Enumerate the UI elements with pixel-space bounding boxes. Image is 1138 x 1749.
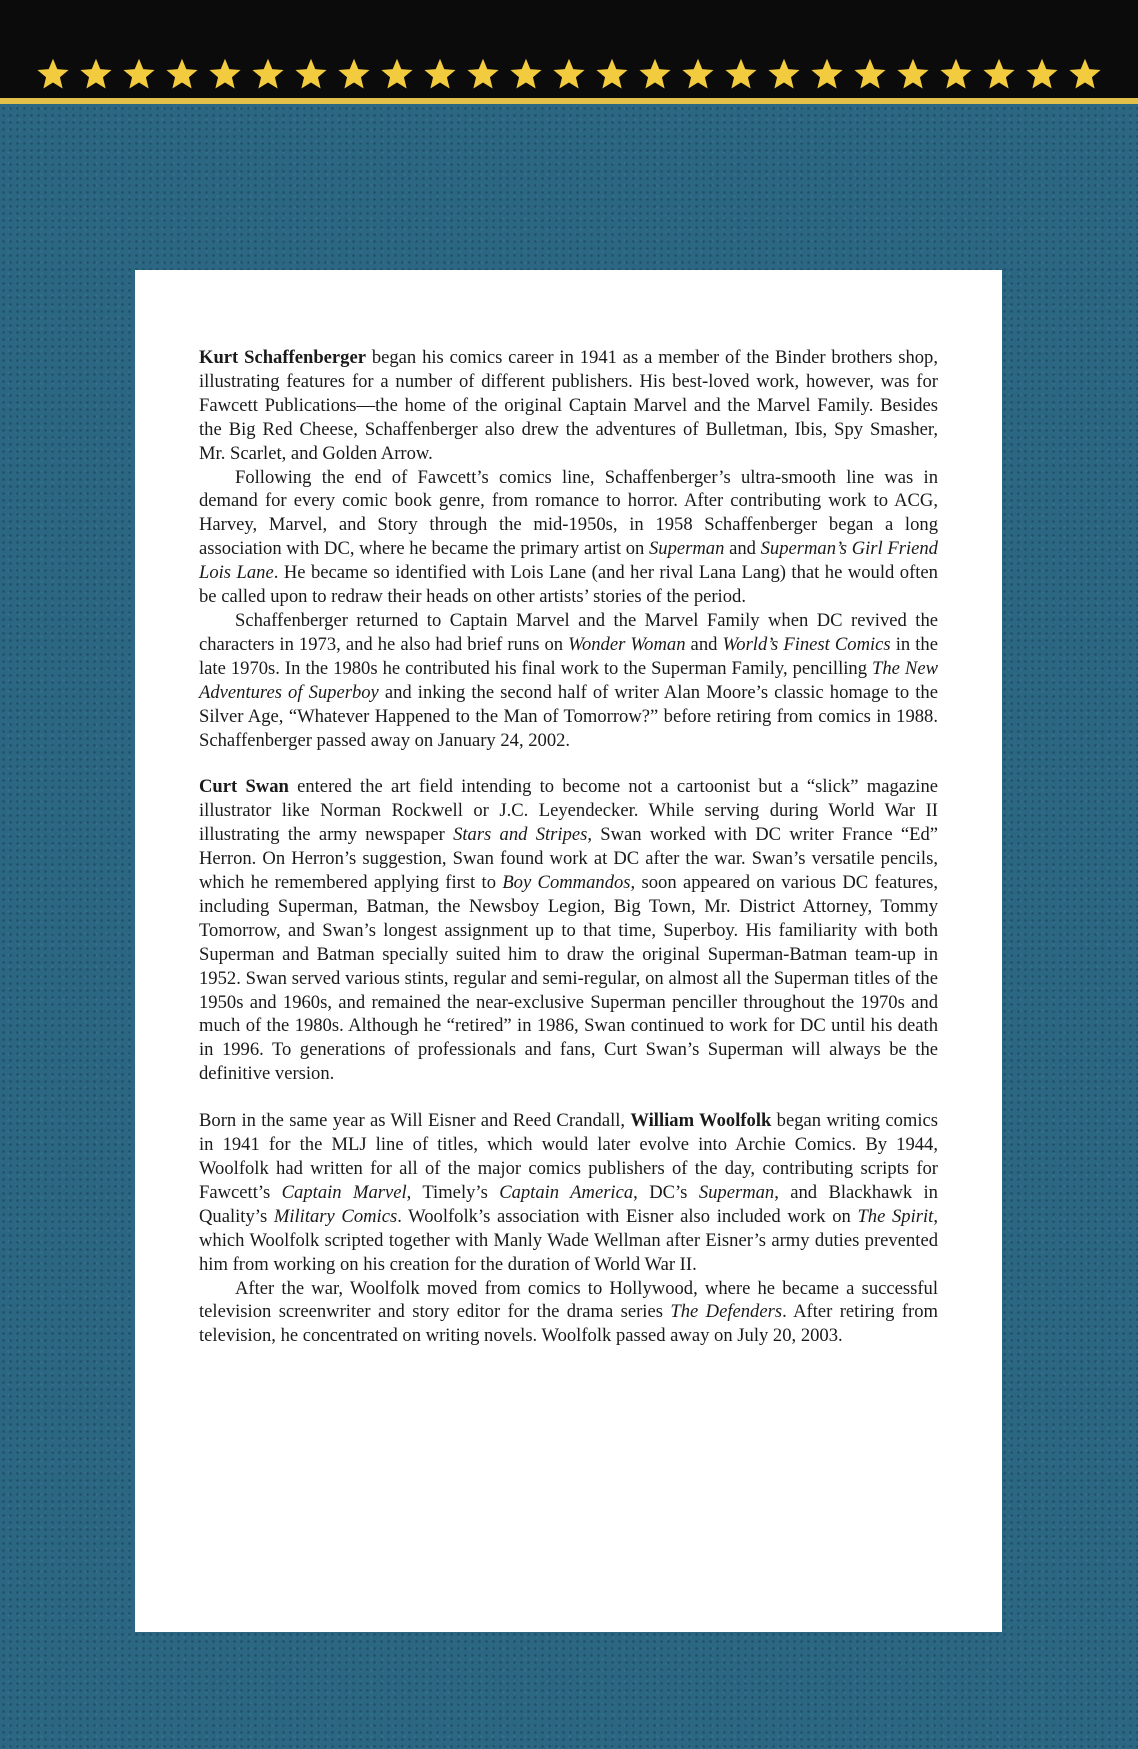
star-row (36, 54, 1102, 94)
bio-text: began writing comics in 1941 for the MLJ line of titles, which would later evolve into Archie Comics. By 1944, Woolfolk had written for all of the major comics publishers of the day, contributing scripts for Fawcett’s (199, 1110, 938, 1203)
header-bar (0, 0, 1138, 104)
bio-paragraph (199, 346, 938, 466)
star-icon (552, 57, 586, 91)
bio-text: , and Blackhawk in Quality’s (199, 1181, 938, 1227)
bio-name: Kurt Schaffenberger (199, 347, 366, 368)
publication-title: Captain Marvel (281, 1181, 407, 1203)
star-icon (1068, 57, 1102, 91)
publication-title: Boy Commandos (502, 872, 631, 894)
star-icon (423, 57, 457, 91)
bio-text: Born in the same year as Will Eisner and Reed Crandall, (199, 1110, 631, 1132)
bio-paragraph (199, 1277, 938, 1349)
publication-title: The New Adventures of Superboy (199, 657, 938, 703)
star-icon (79, 57, 113, 91)
bio-text: Following the end of Fawcett’s comics line, Schaffenberger’s ultra-smooth line was in demand for every comic book genre, from romance to horror. After contributing work to ACG, Harvey, Marvel, and Story through the mid-1950s, in 1958 Schaffenberger began a long association with DC, where he became the primary artist on (199, 466, 938, 560)
bio-text: , soon appeared on various DC features, including Superman, Batman, the Newsboy Legion, Big Town, Mr. District Attorney, Tommy Tomorrow, and Swan’s longest assignment up to that time, Superboy. His familiarity with both Superman and Batman specially suited him to draw the original Superman-Batman team-up in 1952. Swan served various stints, regular and semi-regular, on almost all the Superman titles of the 1950s and 1960s, and remained the near-exclusive Superman penciller throughout the 1970s and much of the 1980s. Although he “retired” in 1986, Swan continued to work for DC until his death in 1996. To generations of professionals and fans, Curt Swan’s Superman will always be the definitive version. (199, 872, 938, 1085)
star-icon (595, 57, 629, 91)
publication-title: Superman (648, 538, 725, 560)
publication-title: World’s Finest Comics (722, 633, 891, 655)
bio-text: . Woolfolk’s association with Eisner also included work on (397, 1205, 858, 1227)
publication-title: The Defenders (670, 1301, 783, 1323)
star-icon (1025, 57, 1059, 91)
publication-title: Military Comics (273, 1205, 398, 1227)
bio-text: . After retiring from television, he concentrated on writing novels. Woolfolk passed away on July 20, 2003. (199, 1301, 938, 1347)
bio-section (199, 775, 938, 1086)
star-icon (380, 57, 414, 91)
star-icon (896, 57, 930, 91)
bio-name: Curt Swan (199, 776, 289, 798)
bio-name: William Woolfolk (630, 1110, 772, 1132)
bio-text: and (724, 538, 761, 560)
bio-section (199, 1109, 938, 1348)
bio-text: and (685, 633, 723, 655)
bio-paragraph (199, 775, 938, 1086)
star-icon (724, 57, 758, 91)
star-icon (36, 57, 70, 91)
star-icon (337, 57, 371, 91)
star-icon (681, 57, 715, 91)
bio-text: After the war, Woolfolk moved from comics to Hollywood, where he became a successful television screenwriter and story editor for the drama series (199, 1277, 938, 1323)
bio-paragraph (199, 609, 938, 752)
publication-title: Captain America (499, 1181, 634, 1203)
star-icon (810, 57, 844, 91)
bio-paragraph (199, 1109, 938, 1276)
bio-text: , which Woolfolk scripted together with Manly Wade Wellman after Eisner’s army duties prevented him from working on his creation for the duration of World War II. (199, 1205, 938, 1275)
biography-card (135, 270, 1002, 1632)
publication-title: Superman (698, 1181, 775, 1203)
star-icon (251, 57, 285, 91)
bio-text: , Swan worked with DC writer France “Ed” Herron. On Herron’s suggestion, Swan found work at DC after the war. Swan’s versatile pencils, which he remembered applying first to (199, 824, 938, 894)
star-icon (982, 57, 1016, 91)
star-icon (939, 57, 973, 91)
publication-title: Stars and Stripes (453, 824, 588, 846)
bio-text: , DC’s (633, 1181, 699, 1203)
star-icon (509, 57, 543, 91)
star-icon (165, 57, 199, 91)
bio-text: and inking the second half of writer Alan Moore’s classic homage to the Silver Age, “Whatever Happened to the Man of Tomorrow?” before retiring from comics in 1988. Schaffenberger passed away on January 24, 2002. (199, 681, 938, 751)
publication-title: Superman’s Girl Friend Lois Lane (199, 538, 938, 584)
bio-paragraph (199, 466, 938, 609)
publication-title: Wonder Woman (568, 633, 686, 655)
bio-text: . He became so identified with Lois Lane (and her rival Lana Lang) that he would often be called upon to redraw their heads on other artists’ stories of the period. (199, 562, 938, 608)
star-icon (122, 57, 156, 91)
bio-text: Schaffenberger returned to Captain Marvel and the Marvel Family when DC revived the characters in 1973, and he also had brief runs on (199, 609, 938, 655)
star-icon (208, 57, 242, 91)
star-icon (294, 57, 328, 91)
bio-text: entered the art field intending to become not a cartoonist but a “slick” magazine illustrator like Norman Rockwell or J.C. Leyendecker. While serving during World War II illustrating the army newspaper (199, 776, 938, 846)
bio-section (199, 346, 938, 752)
bio-text: began his comics career in 1941 as a member of the Binder brothers shop, illustrating features for a number of different publishers. His best-loved work, however, was for Fawcett Publications—the home of the original Captain Marvel and the Marvel Family. Besides the Big Red Cheese, Schaffenberger also drew the adventures of Bulletman, Ibis, Spy Smasher, Mr. Scarlet, and Golden Arrow. (199, 347, 938, 464)
publication-title: The Spirit (857, 1205, 934, 1227)
star-icon (767, 57, 801, 91)
star-icon (466, 57, 500, 91)
bio-text: , Timely’s (406, 1181, 500, 1203)
bio-text: in the late 1970s. In the 1980s he contributed his final work to the Superman Family, pencilling (199, 633, 938, 679)
star-icon (638, 57, 672, 91)
star-icon (853, 57, 887, 91)
